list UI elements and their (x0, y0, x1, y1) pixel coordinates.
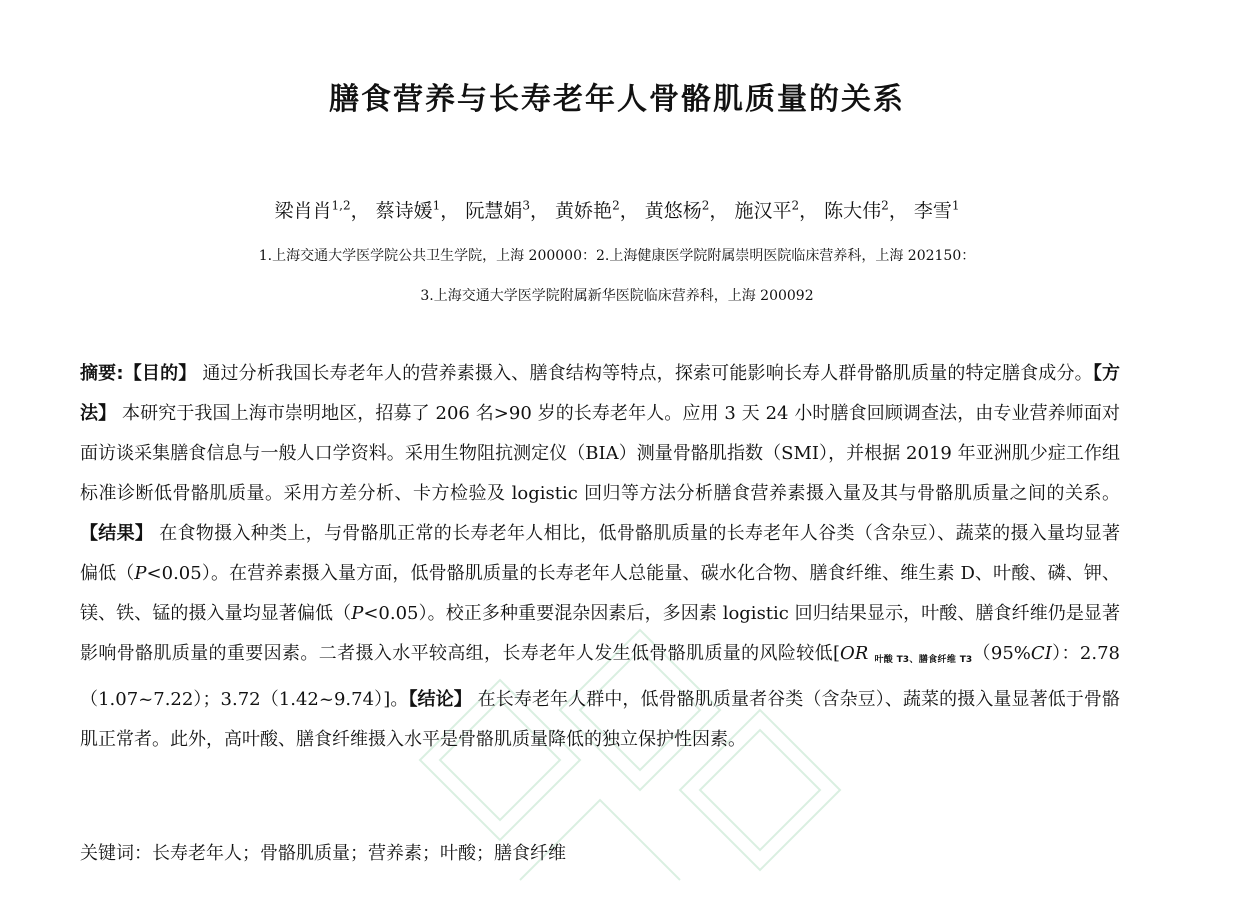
author: 陈大伟 (824, 200, 882, 222)
paper-title: 膳食营养与长寿老年人骨骼肌质量的关系 (329, 82, 905, 117)
author-affiliation-mark: 3 (522, 198, 530, 213)
results-label: 【结果】 (80, 523, 154, 544)
author: 李雪 (913, 200, 952, 222)
or-subscript: 叶酸 T3、膳食纤维 T3 (874, 655, 973, 665)
keywords: 关键词：长寿老年人；骨骼肌质量；营养素；叶酸；膳食纤维 (80, 843, 566, 864)
p-symbol: P (134, 563, 147, 584)
results-text-3: ）。校正多种重要混杂因素后，多因素 logistic 回归结果显示，叶酸、膳食纤维仍是显著影响骨骼肌质量的重要因素。二者摄入水平较高组，长寿老年人发生低骨骼肌质量的风险较低[ (80, 603, 1121, 664)
objective-text: 通过分析我国长寿老年人的营养素摄入、膳食结构等特点，探索可能影响长寿人群骨骼肌质量的特定膳食成分。 (202, 363, 1093, 384)
affiliation-line-2: 3.上海交通大学医学院附属新华医院临床营养科，上海 200092 (420, 288, 814, 304)
results-text-2: ）。在营养素摄入量方面，低骨骼肌质量的长寿老年人总能量、碳水化合物、膳食纤维、维生素 D、叶酸、磷、钾、镁、铁、锰的摄入量均显著偏低（ (80, 563, 1121, 624)
author-affiliation-mark: 2 (612, 198, 620, 213)
abstract (80, 354, 1120, 760)
author: 黄娇艳 (555, 200, 613, 222)
author-affiliation-mark: 2 (881, 198, 889, 213)
affiliation-line-1: 1.上海交通大学医学院公共卫生学院，上海 200000：2.上海健康医学院附属崇明医院临床营养科，上海 202150： (258, 248, 976, 264)
author-list: 梁肖肖$^{1,2}$， 蔡诗媛$^1$， 阮慧娟$^3$， 黄娇艳$^2$， 黄悠杨$^2$， 施汉平$^2$， 陈大伟$^2$， 李雪$^1$ (274, 198, 960, 222)
ci-values: ）：2.78（1.07~7.22）；3.72（1.42~9.74）]。 (80, 643, 1120, 710)
author-affiliation-mark: 1 (951, 198, 960, 213)
p-value: <0.05 (146, 563, 202, 584)
methods-label: 【方法】 (80, 363, 1121, 424)
objective-label: 【目的】 (123, 363, 197, 384)
methods-text: 本研究于我国上海市崇明地区，招募了 206 名>90 岁的长寿老年人。应用 3 天 24 小时膳食回顾调查法，由专业营养师面对面访谈采集膳食信息与一般人口学资料。采用生物阻抗测定仪（BIA）测量骨骼肌指数（SMI），并根据 2019 年亚洲肌少症工作组标准诊断低骨骼肌质量。采用方差分析、卡方检验及 logistic 回归等方法分析膳食营养素摄入量及其与骨骼肌质量之间的关系。 (80, 403, 1120, 504)
author-affiliation-mark: 1,2 (331, 198, 351, 213)
conclusion-text: 在长寿老年人群中，低骨骼肌质量者谷类（含杂豆）、蔬菜的摄入量显著低于骨骼肌正常者。此外，高叶酸、膳食纤维摄入水平是骨骼肌质量降低的独立保护性因素。 (80, 689, 1121, 750)
author-affiliation-mark: 1 (432, 198, 441, 213)
ci-open: （95% (972, 643, 1031, 664)
abstract-label: 摘要: (80, 363, 124, 384)
or-symbol: OR (840, 643, 869, 664)
conclusion-label: 【结论】 (408, 689, 472, 710)
author: 施汉平 (734, 200, 792, 222)
author-affiliation-mark: 2 (791, 198, 800, 213)
author: 蔡诗媛 (375, 200, 433, 222)
p-symbol: P (351, 603, 364, 624)
ci-symbol: CI (1030, 643, 1052, 664)
p-value: <0.05 (363, 603, 419, 624)
author-affiliation-mark: 2 (701, 198, 710, 213)
author: 梁肖肖 (274, 200, 332, 222)
results-text-1: 在食物摄入种类上，与骨骼肌正常的长寿老年人相比，低骨骼肌质量的长寿老年人谷类（含杂豆）、蔬菜的摄入量均显著偏低（ (80, 523, 1120, 584)
author: 阮慧娟 (465, 200, 523, 222)
author: 黄悠杨 (644, 200, 702, 222)
